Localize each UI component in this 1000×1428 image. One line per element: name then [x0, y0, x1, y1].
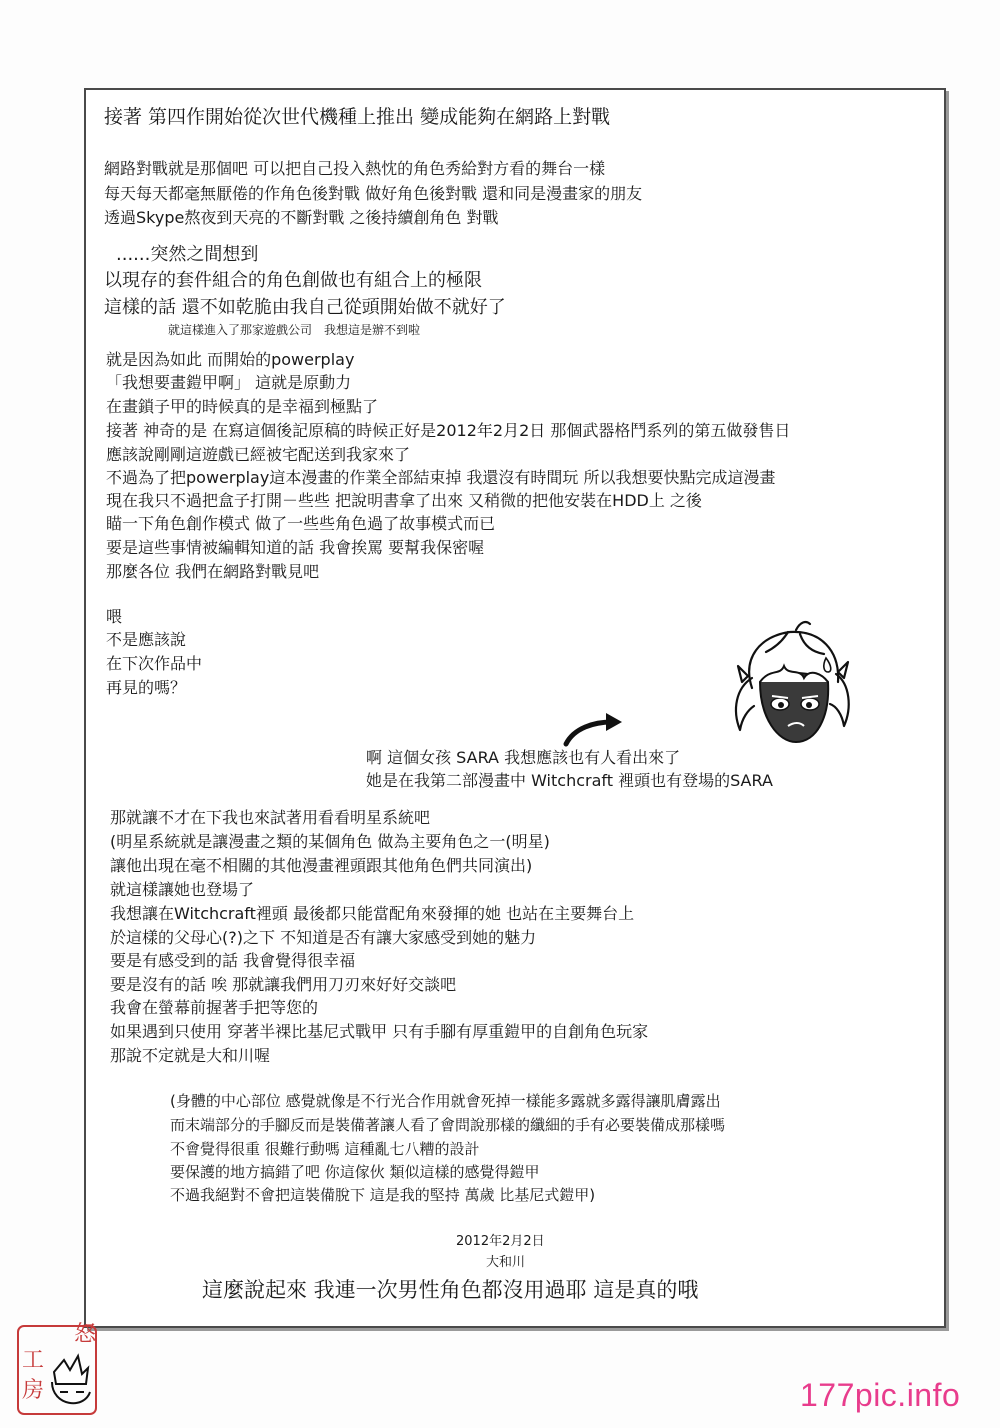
- para6-line: 不過我絕對不會把這裝備脫下 這是我的堅持 萬歲 比基尼式鎧甲): [170, 1186, 596, 1204]
- para1-line: 網路對戰就是那個吧 可以把自己投入熱忱的角色秀給對方看的舞台一樣: [104, 159, 606, 178]
- para6-line: 要保護的地方搞錯了吧 你這傢伙 類似這樣的感覺得鎧甲: [170, 1163, 540, 1181]
- para4-line: 不是應該說: [106, 630, 187, 649]
- para6-line: (身體的中心部位 感覺就像是不行光合作用就會死掉一樣能多露就多露得讓肌膚露出: [170, 1092, 721, 1110]
- para3-line: 應該說剛剛這遊戲已經被宅配送到我家來了: [106, 445, 411, 464]
- para3-line: 不過為了把powerplay這本漫畫的作業全部結束掉 我還沒有時間玩 所以我想要快點完成這漫畫: [106, 468, 776, 487]
- date: 2012年2月2日: [456, 1234, 545, 1249]
- para2-line: 這樣的話 還不如乾脆由我自己從頭開始做不就好了: [104, 297, 506, 318]
- para5-line: 我會在螢幕前握著手把等您的: [110, 998, 319, 1017]
- para3-line: 瞄一下角色創作模式 做了一些些角色過了故事模式而已: [106, 514, 496, 533]
- para5-line: 於這樣的父母心(?)之下 不知道是否有讓大家感受到她的魅力: [110, 928, 537, 947]
- para5-line: (明星系統就是讓漫畫之類的某個角色 做為主要角色之一(明星): [110, 832, 550, 851]
- sara-illustration: [730, 618, 854, 758]
- para1-line: 透過Skype熬夜到天亮的不斷對戰 之後持續創角色 對戰: [104, 208, 499, 227]
- stamp-char: 工: [22, 1348, 45, 1373]
- para4-line: 喂: [106, 607, 123, 626]
- para5-line: 就這樣讓她也登場了: [110, 880, 255, 899]
- para2-note: 就這樣進入了那家遊戲公司 我想這是辦不到啦: [168, 323, 421, 337]
- para2-line: ......突然之間想到: [116, 244, 259, 265]
- para2-line: 以現存的套件組合的角色創做也有組合上的極限: [104, 270, 482, 291]
- stamp-char: 房: [22, 1378, 45, 1403]
- closing-line: 這麼說起來 我連一次男性角色都沒用過耶 這是真的哦: [202, 1278, 699, 1302]
- para3-line: 現在我只不過把盒子打開－些些 把說明書拿了出來 又稍微的把他安裝在HDD上 之後: [106, 491, 702, 510]
- heading: 接著 第四作開始從次世代機種上推出 變成能夠在網路上對戰: [104, 106, 611, 128]
- sara-note-line: 啊 這個女孩 SARA 我想應該也有人看出來了: [366, 748, 681, 767]
- stamp-char: 怒: [74, 1322, 97, 1347]
- para3-line: 在畫鎖子甲的時候真的是幸福到極點了: [106, 397, 379, 416]
- para4-line: 在下次作品中: [106, 654, 203, 673]
- author: 大和川: [486, 1255, 526, 1270]
- para6-line: 不會覺得很重 很難行動嗎 這種亂七八糟的設計: [170, 1140, 480, 1158]
- para1-line: 每天每天都毫無厭倦的作角色後對戰 做好角色後對戰 還和同是漫畫家的朋友: [104, 184, 643, 203]
- watermark: 177pic.info: [800, 1377, 961, 1413]
- arrow-icon: [560, 708, 630, 748]
- para6-line: 而末端部分的手腳反而是裝備著讓人看了會問說那樣的纖細的手有必要裝備成那樣嗎: [170, 1116, 726, 1134]
- para5-line: 要是有感受到的話 我會覺得很幸福: [110, 951, 356, 970]
- para5-line: 讓他出現在毫不相關的其他漫畫裡頭跟其他角色們共同演出): [110, 856, 533, 875]
- para3-line: 就是因為如此 而開始的powerplay: [106, 350, 355, 369]
- para5-line: 如果遇到只使用 穿著半裸比基尼式戰甲 只有手腳有厚重鎧甲的自創角色玩家: [110, 1022, 649, 1041]
- para3-line: 那麼各位 我們在網路對戰見吧: [106, 562, 320, 581]
- para4-line: 再見的嗎？: [106, 678, 187, 697]
- para3-line: 「我想要畫鎧甲啊」 這就是原動力: [106, 373, 352, 392]
- para5-line: 我想讓在Witchcraft裡頭 最後都只能當配角來發揮的她 也站在主要舞台上: [110, 904, 635, 923]
- sara-note-line: 她是在我第二部漫畫中 Witchcraft 裡頭也有登場的SARA: [366, 771, 773, 790]
- para3-line: 要是這些事情被編輯知道的話 我會挨罵 要幫我保密喔: [106, 538, 485, 557]
- para3-line: 接著 神奇的是 在寫這個後記原稿的時候正好是2012年2月2日 那個武器格鬥系列的第五做發售日: [106, 421, 791, 440]
- para5-line: 要是沒有的話 唉 那就讓我們用刀刃來好好交談吧: [110, 975, 457, 994]
- para5-line: 那說不定就是大和川喔: [110, 1046, 271, 1065]
- para5-line: 那就讓不才在下我也來試著用看看明星系統吧: [110, 808, 431, 827]
- studio-stamp: [14, 1322, 100, 1418]
